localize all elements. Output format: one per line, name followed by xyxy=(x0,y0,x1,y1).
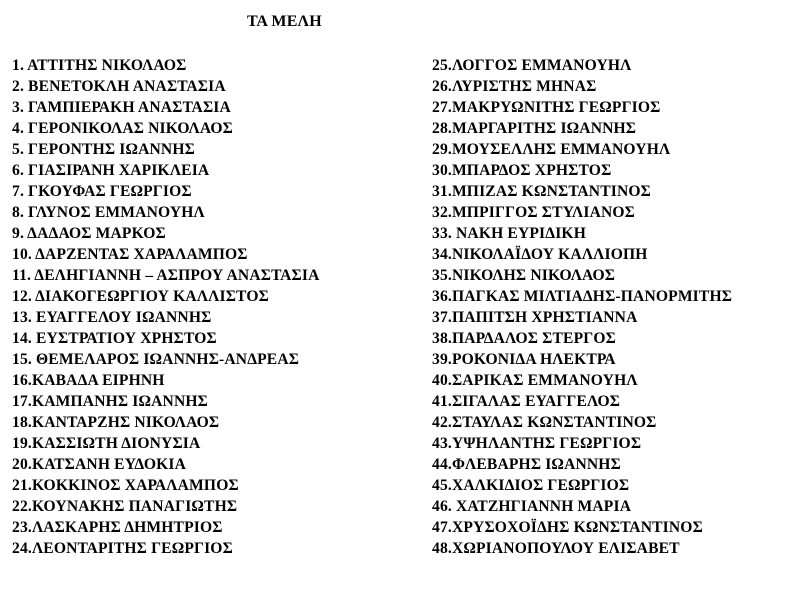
list-item: 17.ΚΑΜΠΑΝΗΣ ΙΩΑΝΝΗΣ xyxy=(12,393,208,410)
list-item: 22.ΚΟΥΝΑΚΗΣ ΠΑΝΑΓΙΩΤΗΣ xyxy=(12,498,238,515)
list-item: 19.ΚΑΣΣΙΩΤΗ ΔΙΟΝΥΣΙΑ xyxy=(12,435,201,452)
list-item: 16.ΚΑΒΑΔΑ ΕΙΡΗΝΗ xyxy=(12,372,165,389)
list-item: 41.ΣΙΓΑΛΑΣ ΕΥΑΓΓΕΛΟΣ xyxy=(432,393,621,410)
list-item: 33. ΝΑΚΗ ΕΥΡΙΔΙΚΗ xyxy=(432,225,586,242)
list-item: 35.ΝΙΚΟΛΗΣ ΝΙΚΟΛΑΟΣ xyxy=(432,267,616,284)
list-item: 43.ΥΨΗΛΑΝΤΗΣ ΓΕΩΡΓΙΟΣ xyxy=(432,435,642,452)
list-item: 1. ΑΤΤΙΤΗΣ ΝΙΚΟΛΑΟΣ xyxy=(12,57,187,74)
list-item: 11. ΔΕΛΗΓΙΑΝΝΗ – ΑΣΠΡΟΥ ΑΝΑΣΤΑΣΙΑ xyxy=(12,267,320,284)
list-item: 5. ΓΕΡΟΝΤΗΣ ΙΩΑΝΝΗΣ xyxy=(12,141,195,158)
list-item: 14. ΕΥΣΤΡΑΤΙΟΥ ΧΡΗΣΤΟΣ xyxy=(12,330,217,347)
list-item: 21.ΚΟΚΚΙΝΟΣ ΧΑΡΑΛΑΜΠΟΣ xyxy=(12,477,239,494)
list-item: 34.ΝΙΚΟΛΑΪΔΟΥ ΚΑΛΛΙΟΠΗ xyxy=(432,246,648,263)
list-item: 32.ΜΠΡΙΓΓΟΣ ΣΤΥΛΙΑΝΟΣ xyxy=(432,204,636,221)
list-item: 31.ΜΠΙΖΑΣ ΚΩΝΣΤΑΝΤΙΝΟΣ xyxy=(432,183,652,200)
members-list-left xyxy=(12,55,320,559)
list-item: 13. ΕΥΑΓΓΕΛΟΥ ΙΩΑΝΝΗΣ xyxy=(12,309,212,326)
list-item: 12. ΔΙΑΚΟΓΕΩΡΓΙΟΥ ΚΑΛΛΙΣΤΟΣ xyxy=(12,288,269,305)
list-item: 27.ΜΑΚΡΥΩΝΙΤΗΣ ΓΕΩΡΓΙΟΣ xyxy=(432,99,661,116)
list-item: 47.ΧΡΥΣΟΧΟΪΔΗΣ ΚΩΝΣΤΑΝΤΙΝΟΣ xyxy=(432,519,703,536)
list-item: 6. ΓΙΑΣΙΡΑΝΗ ΧΑΡΙΚΛΕΙΑ xyxy=(12,162,210,179)
list-item: 8. ΓΛΥΝΟΣ ΕΜΜΑΝΟΥΗΛ xyxy=(12,204,205,221)
list-item: 24.ΛΕΟΝΤΑΡΙΤΗΣ ΓΕΩΡΓΙΟΣ xyxy=(12,540,233,557)
list-item: 25.ΛΟΓΓΟΣ ΕΜΜΑΝΟΥΗΛ xyxy=(432,57,632,74)
list-item: 36.ΠΑΓΚΑΣ ΜΙΛΤΙΑΔΗΣ-ΠΑΝΟΡΜΙΤΗΣ xyxy=(432,288,733,305)
list-item: 44.ΦΛΕΒΑΡΗΣ ΙΩΑΝΝΗΣ xyxy=(432,456,621,473)
list-item: 20.ΚΑΤΣΑΝΗ ΕΥΔΟΚΙΑ xyxy=(12,456,187,473)
list-item: 42.ΣΤΑΥΛΑΣ ΚΩΝΣΤΑΝΤΙΝΟΣ xyxy=(432,414,657,431)
members-list-right xyxy=(432,55,732,559)
list-item: 29.ΜΟΥΣΕΛΛΗΣ ΕΜΜΑΝΟΥΗΛ xyxy=(432,141,671,158)
list-item: 39.ΡΟΚΟΝΙΔΑ ΗΛΕΚΤΡΑ xyxy=(432,351,616,368)
list-item: 46. ΧΑΤΖΗΓΙΑΝΝΗ ΜΑΡΙΑ xyxy=(432,498,632,515)
list-item: 26.ΛΥΡΙΣΤΗΣ ΜΗΝΑΣ xyxy=(432,78,597,95)
list-item: 37.ΠΑΠΙΤΣΗ ΧΡΗΣΤΙΑΝΝΑ xyxy=(432,309,638,326)
list-item: 38.ΠΑΡΔΑΛΟΣ ΣΤΕΡΓΟΣ xyxy=(432,330,616,347)
list-item: 2. ΒΕΝΕΤΟΚΛΗ ΑΝΑΣΤΑΣΙΑ xyxy=(12,78,226,95)
list-item: 30.ΜΠΑΡΔΟΣ ΧΡΗΣΤΟΣ xyxy=(432,162,612,179)
list-item: 4. ΓΕΡΟΝΙΚΟΛΑΣ ΝΙΚΟΛΑΟΣ xyxy=(12,120,233,137)
list-item: 15. ΘΕΜΕΛΑΡΟΣ ΙΩΑΝΝΗΣ-ΑΝΔΡΕΑΣ xyxy=(12,351,300,368)
page-title: ΤΑ ΜΕΛΗ xyxy=(247,13,322,30)
list-item: 10. ΔΑΡΖΕΝΤΑΣ ΧΑΡΑΛΑΜΠΟΣ xyxy=(12,246,248,263)
list-item: 28.ΜΑΡΓΑΡΙΤΗΣ ΙΩΑΝΝΗΣ xyxy=(432,120,637,137)
list-item: 40.ΣΑΡΙΚΑΣ ΕΜΜΑΝΟΥΗΛ xyxy=(432,372,638,389)
list-item: 18.ΚΑΝΤΑΡΖΗΣ ΝΙΚΟΛΑΟΣ xyxy=(12,414,220,431)
list-item: 7. ΓΚΟΥΦΑΣ ΓΕΩΡΓΙΟΣ xyxy=(12,183,192,200)
list-item: 48.ΧΩΡΙΑΝΟΠΟΥΛΟΥ ΕΛΙΣΑΒΕΤ xyxy=(432,540,680,557)
list-item: 3. ΓΑΜΠΙΕΡΑΚΗ ΑΝΑΣΤΑΣΙΑ xyxy=(12,99,231,116)
list-item: 45.ΧΑΛΚΙΔΙΟΣ ΓΕΩΡΓΙΟΣ xyxy=(432,477,630,494)
list-item: 9. ΔΑΔΑΟΣ ΜΑΡΚΟΣ xyxy=(12,225,166,242)
list-item: 23.ΛΑΣΚΑΡΗΣ ΔΗΜΗΤΡΙΟΣ xyxy=(12,519,223,536)
